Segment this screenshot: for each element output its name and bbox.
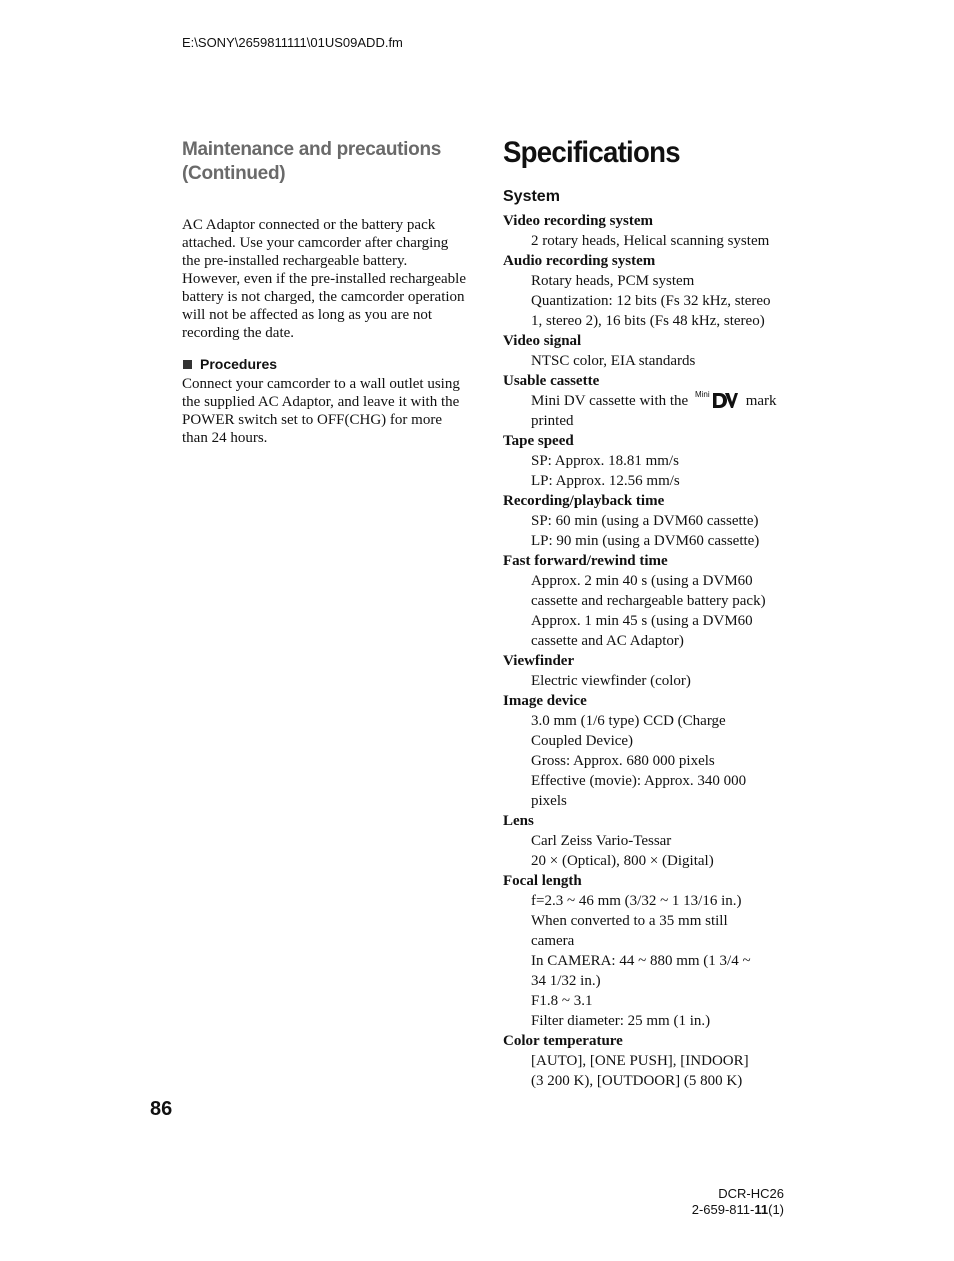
spec-value: printed [531,413,574,429]
spec-usable-cassette [503,371,803,431]
spec-image-device [503,691,803,811]
spec-value: camera [531,933,575,949]
spec-value: (3 200 K), [OUTDOOR] (5 800 K) [531,1073,743,1089]
procedures-text: Connect your camcorder to a wall outlet using the supplied AC Adaptor, and leave it with the POWER switch set to OFF(CHG) for more than 24 hours. [182,376,460,446]
spec-value: LP: Approx. 12.56 mm/s [531,473,680,489]
procedures-title: Procedures [200,356,278,372]
dv-mark-icon [712,392,738,409]
left-column [182,138,467,447]
model-name: DCR-HC26 [718,1186,784,1201]
spec-value: NTSC color, EIA standards [531,353,696,369]
spec-value: [AUTO], [ONE PUSH], [INDOOR] [531,1053,749,1069]
continued-heading-line2: (Continued) [182,163,286,184]
continued-heading-line1: Maintenance and precautions [182,139,442,160]
maintenance-body [182,216,467,447]
mini-dv-logo-icon [695,391,739,409]
cassette-text-mark: mark [745,393,777,409]
procedures-heading [182,355,467,373]
spec-value: 34 1/32 in.) [531,973,601,989]
spec-value: cassette and AC Adaptor) [531,633,684,649]
spec-label: Focal length [503,873,582,889]
spec-label: Image device [503,693,587,709]
spec-video-signal [503,331,803,371]
file-path: E:\SONY\2659811111\01US09ADD.fm [182,35,403,50]
spec-value: LP: 90 min (using a DVM60 cassette) [531,533,760,549]
spec-value: SP: 60 min (using a DVM60 cassette) [531,513,759,529]
part-number [692,1202,784,1218]
section-title-system: System [503,188,560,205]
spec-fast-forward-rewind [503,551,803,651]
spec-focal-length [503,871,803,1031]
spec-label: Recording/playback time [503,493,665,509]
part-number-prefix: 2-659-811- [691,1202,755,1217]
spec-value: Filter diameter: 25 mm (1 in.) [531,1013,711,1029]
spec-label: Viewfinder [503,653,575,669]
spec-label: Fast forward/rewind time [503,553,668,569]
cassette-text: Mini DV cassette with the [531,393,689,409]
spec-label: Video signal [503,333,582,349]
spec-value: 3.0 mm (1/6 type) CCD (Charge [531,713,726,729]
spec-value: Effective (movie): Approx. 340 000 [531,773,747,789]
spec-value: Quantization: 12 bits (Fs 32 kHz, stereo [531,293,771,309]
spec-value: Carl Zeiss Vario-Tessar [531,833,672,849]
spec-value: Approx. 1 min 45 s (using a DVM60 [531,613,753,629]
right-column [503,133,803,1091]
spec-recording-playback-time [503,491,803,551]
spec-label: Video recording system [503,213,653,229]
spec-label: Color temperature [503,1033,623,1049]
spec-value: 1, stereo 2), 16 bits (Fs 48 kHz, stereo) [531,313,765,329]
spec-value: Approx. 2 min 40 s (using a DVM60 [531,573,753,589]
spec-value [503,391,803,411]
spec-value: SP: Approx. 18.81 mm/s [531,453,679,469]
spec-value: F1.8 ~ 3.1 [531,993,593,1009]
spec-value: cassette and rechargeable battery pack) [531,593,766,609]
spec-label: Lens [503,813,534,829]
spec-label: Usable cassette [503,373,600,389]
spec-viewfinder [503,651,803,691]
spec-label: Audio recording system [503,253,656,269]
spec-label: Tape speed [503,433,574,449]
part-number-suffix: (1) [768,1202,784,1217]
continued-heading [182,138,467,186]
spec-value: Gross: Approx. 680 000 pixels [531,753,715,769]
part-number-bold: 11 [754,1202,769,1217]
spec-color-temperature [503,1031,803,1091]
spec-value: Coupled Device) [531,733,634,749]
mini-dv-logo-mini: Mini [694,389,710,399]
spec-value: 20 × (Optical), 800 × (Digital) [531,853,714,869]
body-paragraph-2: However, even if the pre-installed rechargeable battery is not charged, the camcorder operation will not be affected as long as you are not recording the date. [182,271,466,341]
body-paragraph-1: AC Adaptor connected or the battery pack attached. Use your camcorder after charging the pre-installed rechargeable battery. [182,217,449,269]
spec-video-recording [503,211,803,251]
spec-lens [503,811,803,871]
page-number: 86 [150,1098,173,1120]
model-info [692,1186,784,1218]
spec-tape-speed [503,431,803,491]
square-bullet-icon [183,360,192,369]
page-title: Specifications [503,136,680,169]
spec-value: In CAMERA: 44 ~ 880 mm (1 3/4 ~ [531,953,751,969]
spec-audio-recording [503,251,803,331]
spec-value: Rotary heads, PCM system [531,273,695,289]
spec-value: f=2.3 ~ 46 mm (3/32 ~ 1 13/16 in.) [531,893,742,909]
spec-value: When converted to a 35 mm still [531,913,728,929]
spec-value: Electric viewfinder (color) [531,673,691,689]
spec-value: 2 rotary heads, Helical scanning system [531,233,770,249]
spec-value: pixels [531,793,567,809]
